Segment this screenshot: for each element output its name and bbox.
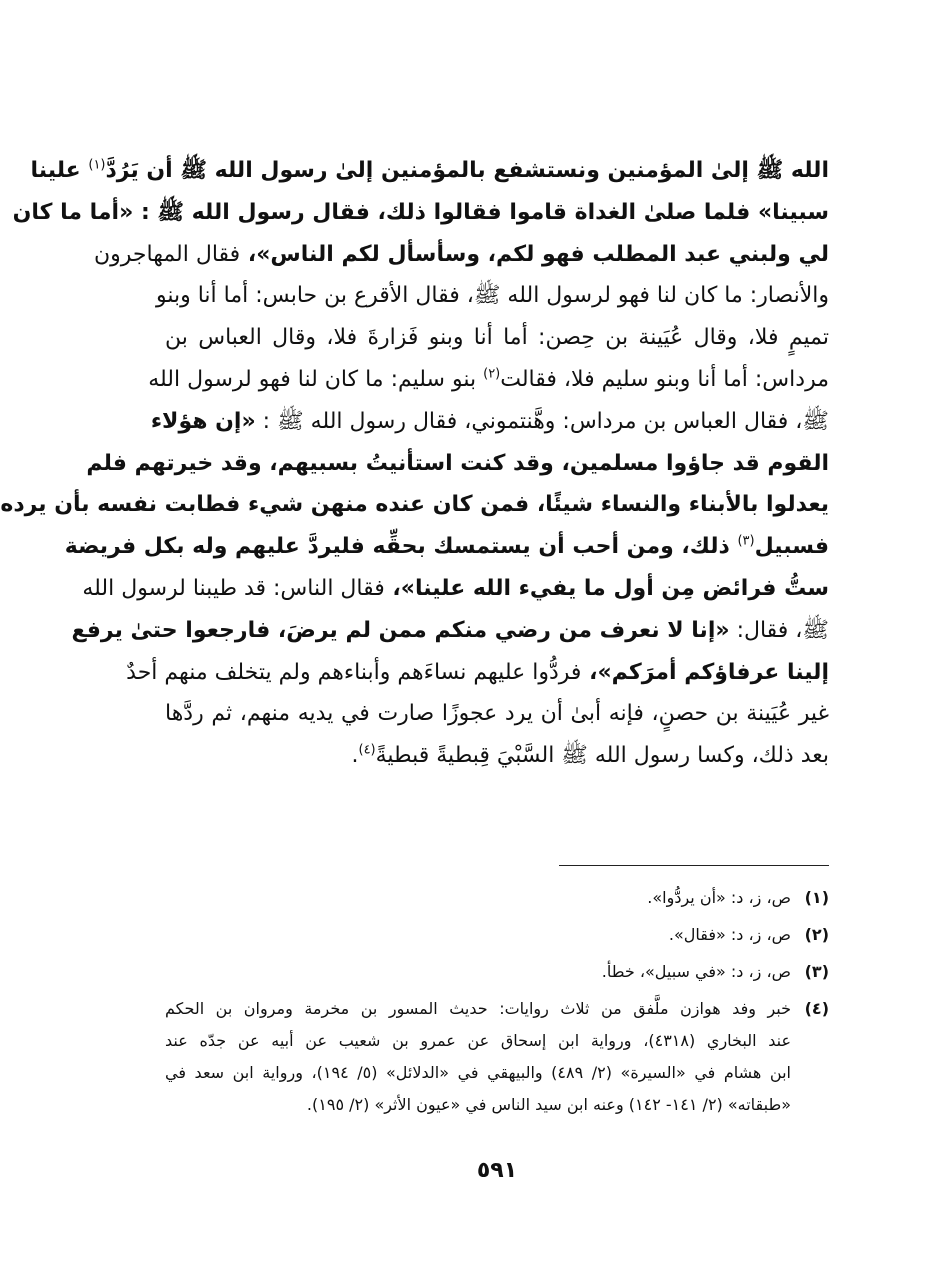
footnotes	[165, 882, 829, 1126]
footnote-line: ص، ز، د: «فقال».	[668, 925, 791, 944]
text-line	[126, 652, 829, 694]
footnote-line: خبر وفد هوازن ملَّفق من ثلاث روايات: حديث المسور بن مخرمة ومروان بن الحكم	[165, 999, 791, 1018]
text-run: القوم قد جاؤوا مسلمين، وقد كنت استأنيتُ بسبيهم، وقد خيرتهم فلم	[86, 450, 829, 476]
footnote-1	[165, 882, 829, 914]
footnote-separator	[559, 865, 829, 866]
text-run: سبينا» فلما صلىٰ الغداة قاموا فقالوا ذلك، فقال رسول الله ﷺ : «أما ما كان	[12, 199, 829, 225]
text-run: فردُّوا عليهم نساءَهم وأبناءهم ولم يتخلف منهم أحدٌ	[126, 659, 582, 685]
text-run: إلينا عرفاؤكم أمرَكم»،	[581, 659, 829, 685]
footnote-number: (٤)	[804, 999, 829, 1018]
text-line	[12, 192, 829, 234]
text-line	[93, 234, 829, 276]
footnote-body	[165, 956, 791, 988]
footnote-body	[165, 993, 791, 1121]
text-run: لي ولبني عبد المطلب فهو لكم، وسأسأل لكم الناس»،	[240, 241, 829, 267]
footnote-4	[165, 993, 829, 1121]
text-line	[165, 317, 829, 359]
footnote-line: عند البخاري (٤٣١٨)، ورواية ابن إسحاق عن عمرو بن شعيب عن أبيه عن جدّه عند	[165, 1031, 792, 1050]
text-line	[155, 275, 829, 317]
text-run: ﷺ، فقال العباس بن مرداس: وهَّنتموني، فقال رسول الله ﷺ :	[255, 408, 829, 434]
footnote-body	[165, 919, 791, 951]
text-run: غير عُيَينة بن حصنٍ، فإنه أبىٰ أن يرد عجوزًا صارت في يديه منهم، ثم ردَّها	[165, 701, 829, 727]
main-text	[0, 150, 829, 777]
text-run: الله ﷺ إلىٰ المؤمنين ونستشفع بالمؤمنين إلىٰ رسول الله ﷺ أن يَرُدَّ	[105, 158, 829, 183]
text-run: تميمٍ فلا، وقال عُيَينة بن حِصن: أما أنا وبنو فَزارةَ فلا، وقال العباس بن	[165, 325, 829, 351]
text-run: ﷺ، فقال:	[729, 617, 829, 643]
text-run: فقال المهاجرون	[93, 241, 241, 267]
footnote-line: ابن هشام في «السيرة» (٢/ ٤٨٩) والبيهقي في «الدلائل» (٥/ ١٩٤)، ورواية ابن سعد في	[165, 1063, 791, 1082]
text-run: .	[351, 743, 359, 769]
footnote-number: (١)	[804, 888, 829, 907]
footnote-ref-4[interactable]: (٤)	[358, 742, 376, 758]
text-run: «إن هؤلاء	[150, 408, 256, 434]
footnote-line: «طبقاته» (٢/ ١٤١- ١٤٢) وعنه ابن سيد الناس في «عيون الأثر» (٢/ ١٩٥).	[306, 1095, 791, 1114]
text-run: فسبيل	[754, 534, 829, 560]
text-line	[71, 610, 829, 652]
text-line	[165, 735, 829, 777]
text-line	[86, 443, 829, 485]
footnote-line: ص، ز، د: «أن يردُّوا».	[647, 888, 791, 907]
footnote-2	[165, 919, 829, 951]
text-run: «إنا لا نعرف من رضي منكم ممن لم يرضَ، فارجعوا حتىٰ يرفع	[71, 617, 730, 643]
text-line	[82, 568, 829, 610]
text-run: فقال الناس: قد طيبنا لرسول الله	[82, 575, 385, 601]
text-run: يعدلوا بالأبناء والنساء شيئًا، فمن كان عنده منهن شيء فطابت نفسه بأن يرده	[0, 492, 829, 518]
text-run: ذلك، ومن أحب أن يستمسك بحقِّه فليردَّ عليهم وله بكل فريضة	[64, 534, 738, 560]
footnote-number: (٢)	[804, 925, 829, 944]
text-line	[30, 150, 829, 192]
text-run: بنو سليم: ما كان لنا فهو لرسول الله	[148, 366, 484, 392]
text-run: مرداس: أما أنا وبنو سليم فلا، فقالت	[500, 366, 829, 392]
text-line	[64, 526, 829, 568]
footnote-ref-3[interactable]: (٣)	[737, 533, 755, 549]
text-line	[150, 401, 829, 443]
footnote-ref-1[interactable]: (١)	[88, 157, 106, 173]
text-line	[0, 484, 829, 526]
text-run: والأنصار: ما كان لنا فهو لرسول الله ﷺ، فقال الأقرع بن حابس: أما أنا وبنو	[155, 283, 829, 309]
text-run: علينا	[30, 158, 89, 183]
text-line	[165, 693, 829, 735]
footnote-number: (٣)	[804, 962, 829, 981]
text-run: بعد ذلك، وكسا رسول الله ﷺ السَّبْيَ قِبطيةً قبطيةً	[375, 743, 829, 769]
footnote-line: ص، ز، د: «في سبيل»، خطأ.	[601, 962, 791, 981]
footnote-body	[165, 882, 791, 914]
footnote-3	[165, 956, 829, 988]
text-run: ستُّ فرائض مِن أول ما يفيء الله علينا»،	[384, 575, 829, 601]
page-number: ٥٩١	[476, 1158, 518, 1183]
text-line	[148, 359, 829, 401]
footnote-ref-2[interactable]: (٢)	[483, 366, 501, 382]
